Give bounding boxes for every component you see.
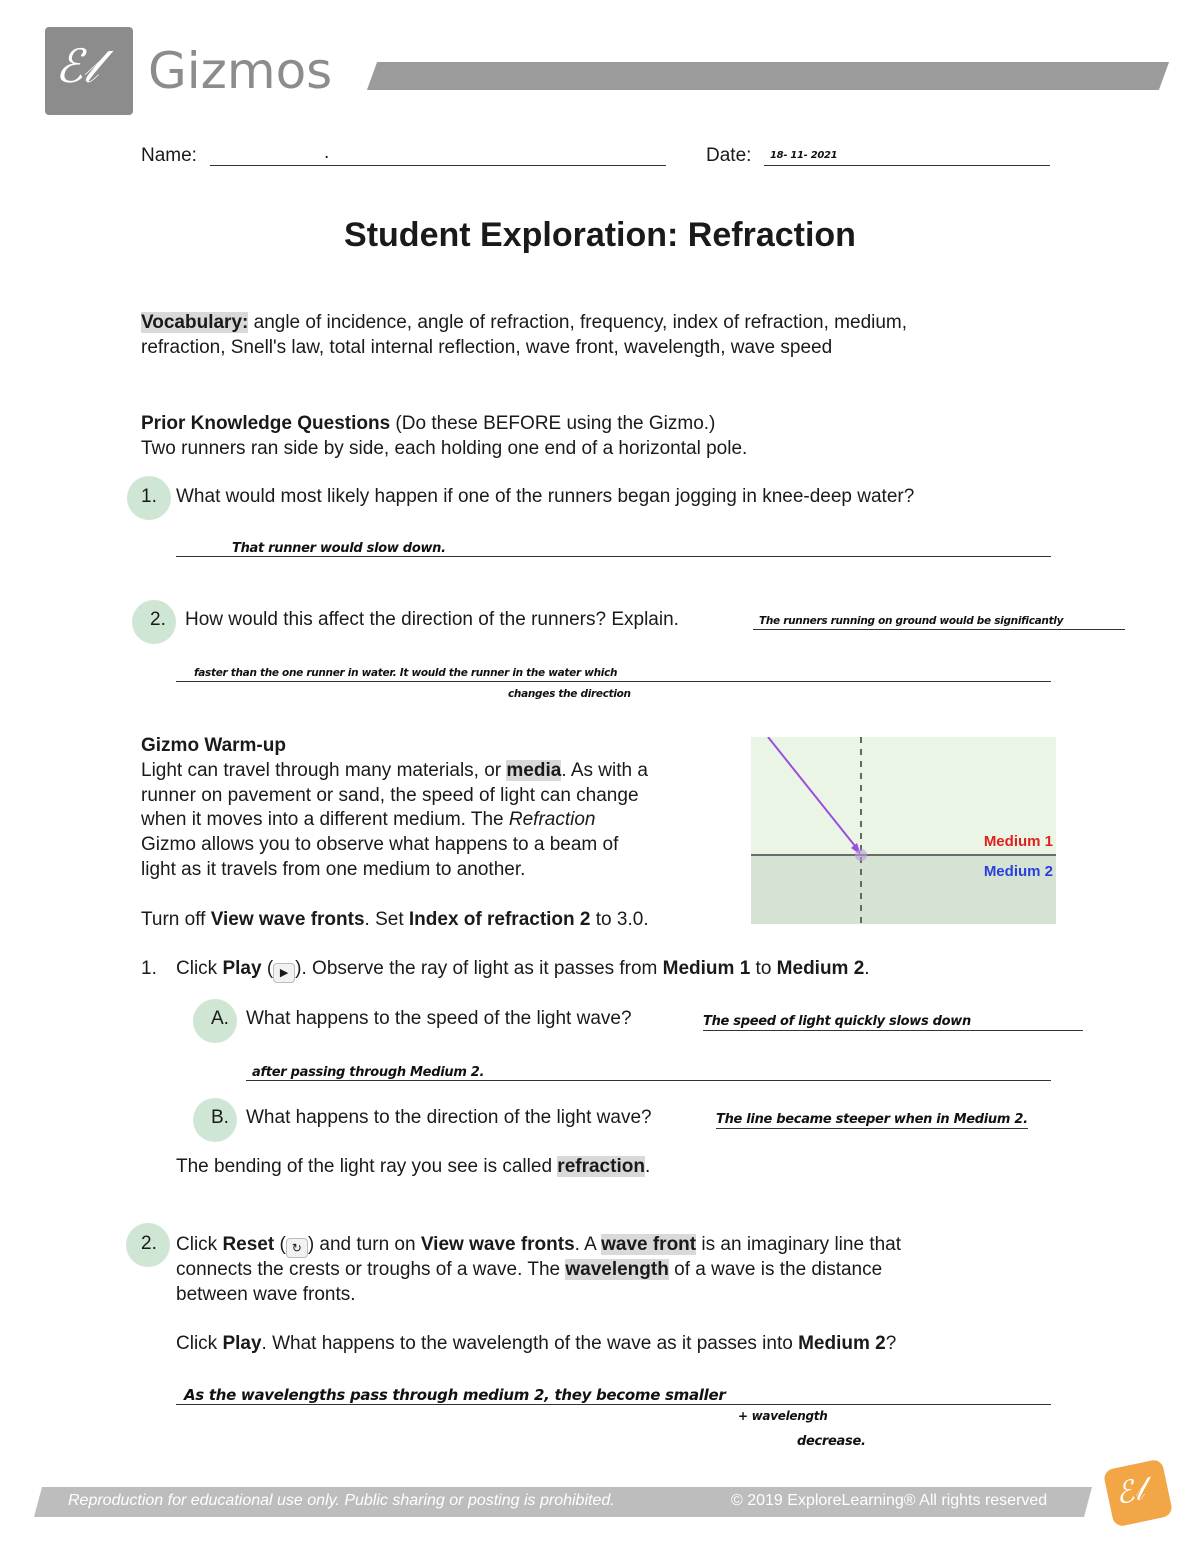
q2-play-term: Play — [222, 1333, 262, 1355]
q2-text-part: connects the crests or troughs of a wave. The — [176, 1259, 566, 1280]
warmup-heading: Gizmo Warm-up — [141, 735, 286, 756]
name-value: . — [324, 142, 330, 163]
media-term: media — [506, 759, 562, 781]
warmup-text — [141, 734, 741, 932]
vocabulary-label: Vocabulary: — [141, 312, 249, 333]
q2-medium-2: Medium 2 — [798, 1333, 886, 1355]
prior-q2-answer-2: faster than the one runner in water. It would the runner in the water which — [194, 667, 618, 679]
prior-q1-text: What would most likely happen if one of the runners began jogging in knee-deep water? — [176, 486, 915, 507]
q1-medium-1: Medium 1 — [662, 958, 751, 979]
brand-name: Gizmos — [148, 42, 333, 100]
warmup-line: runner on pavement or sand, the speed of light can change — [141, 784, 639, 806]
q2-text-part: ( — [274, 1234, 286, 1255]
prior-q1-answer-line[interactable] — [176, 537, 1051, 557]
q1-text-part: Click — [176, 958, 223, 979]
refraction-diagram-svg — [751, 737, 1056, 924]
explorelearning-logo-icon: ℰ𝓁 — [55, 39, 99, 93]
prior-knowledge — [141, 411, 747, 461]
q2-text-part: . What happens to the wavelength of the wave as it passes into — [261, 1333, 799, 1355]
q1b-text: What happens to the direction of the light wave? — [246, 1107, 652, 1128]
play-icon: ▶ — [273, 963, 295, 983]
q2-text-part: Click — [176, 1234, 223, 1255]
bending-note — [176, 1156, 650, 1178]
q1a-answer-2: after passing through Medium 2. — [252, 1065, 485, 1080]
q1b-letter: B. — [211, 1107, 229, 1128]
q2-text-part: between wave fronts. — [176, 1283, 356, 1305]
page-title: Student Exploration: Refraction — [344, 216, 856, 254]
footer-notice: Reproduction for educational use only. Public sharing or posting is prohibited. — [68, 1492, 615, 1509]
q2-text-part: Click — [176, 1333, 223, 1355]
q2-view-wave-fronts: View wave fronts — [420, 1234, 575, 1255]
instruction-index-of-refraction: Index of refraction 2 — [408, 908, 591, 930]
q2-text — [176, 1233, 1056, 1357]
prior-heading-note: (Do these BEFORE using the Gizmo.) — [390, 413, 716, 434]
q2-text-part: ? — [885, 1333, 897, 1355]
wavelength-term: wavelength — [565, 1259, 669, 1280]
explorelearning-corner-icon: ℰ𝓁 — [1112, 1472, 1148, 1513]
prior-q2-answer-1: The runners running on ground would be significantly — [759, 615, 1064, 627]
reset-icon: ↻ — [286, 1238, 308, 1258]
instruction: Turn off — [141, 908, 211, 930]
q1-text-part: . — [864, 958, 870, 979]
bending-note-text: The bending of the light ray you see is called — [176, 1156, 558, 1177]
q1-text — [176, 958, 870, 983]
name-field[interactable] — [210, 142, 666, 166]
warmup-line: when it moves into a different medium. The — [141, 809, 509, 831]
q1-number: 1. — [141, 958, 157, 979]
q2-answer-1: As the wavelengths pass through medium 2, they become smaller — [184, 1386, 726, 1404]
q2-answer-3: decrease. — [797, 1434, 866, 1449]
prior-intro: Two runners ran side by side, each holding one end of a horizontal pole. — [141, 438, 748, 459]
q2-text-part: . A — [574, 1234, 602, 1255]
q2-answer-line[interactable] — [176, 1385, 1051, 1405]
q1-text-part: to — [750, 958, 777, 979]
ray-origin-dot — [855, 849, 867, 861]
warmup-line: . As with a — [561, 759, 648, 781]
medium-2-label: Medium 2 — [983, 863, 1053, 880]
q1-medium-2: Medium 2 — [776, 958, 865, 979]
refraction-diagram — [751, 737, 1056, 924]
date-value: 18- 11- 2021 — [770, 150, 838, 161]
refraction-gizmo-name: Refraction — [508, 809, 596, 831]
q1-text-part: ( — [261, 958, 274, 979]
date-label: Date: — [706, 145, 752, 166]
q1-play-term: Play — [222, 958, 262, 979]
refraction-term: refraction — [557, 1156, 645, 1177]
date-field[interactable] — [764, 146, 1050, 166]
instruction: to 3.0. — [590, 908, 649, 930]
explorelearning-corner-logo — [1103, 1458, 1174, 1527]
q2-number: 2. — [141, 1233, 157, 1254]
prior-q1-answer: That runner would slow down. — [232, 541, 446, 556]
prior-q2-answer-3: changes the direction — [508, 688, 631, 700]
q2-text-part: is an imaginary line that — [696, 1234, 902, 1255]
vocabulary — [141, 310, 1041, 360]
vocabulary-line2: refraction, Snell's law, total internal reflection, wave front, wavelength, wave speed — [141, 337, 833, 358]
prior-q2-answer-line-2[interactable] — [176, 662, 1051, 682]
q2-answer-2: + wavelength — [738, 1409, 828, 1423]
bending-note-text: . — [644, 1156, 651, 1177]
instruction: . Set — [364, 908, 409, 930]
prior-q2-answer-line-1[interactable] — [753, 611, 1125, 630]
prior-q2-number: 2. — [150, 609, 166, 630]
q1a-text: What happens to the speed of the light wave? — [246, 1008, 632, 1029]
name-label: Name: — [141, 145, 197, 166]
prior-heading: Prior Knowledge Questions — [141, 413, 391, 434]
instruction-view-wave-fronts: View wave fronts — [210, 908, 365, 930]
warmup-line: Gizmo allows you to observe what happens to a beam of — [141, 834, 619, 856]
vocabulary-line1: angle of incidence, angle of refraction, frequency, index of refraction, medium, — [248, 312, 908, 333]
warmup-line: light as it travels from one medium to another. — [141, 858, 526, 880]
q2-text-part: ) and turn on — [307, 1234, 421, 1255]
footer-copyright: © 2019 ExploreLearning® All rights reserved — [731, 1492, 1048, 1509]
gizmos-logo-box — [45, 27, 133, 115]
q2-reset-term: Reset — [222, 1234, 275, 1255]
q1b-answer[interactable]: The line became steeper when in Medium 2. — [716, 1112, 1028, 1127]
q1a-answer-line-2[interactable] — [246, 1061, 1051, 1081]
prior-q1-number: 1. — [141, 486, 157, 507]
header-bar — [367, 62, 1169, 90]
q2-text-part: of a wave is the distance — [668, 1259, 883, 1280]
prior-q2-text: How would this affect the direction of the runners? Explain. — [185, 609, 679, 630]
medium-1-label: Medium 1 — [983, 833, 1053, 850]
q1-text-part: ). Observe the ray of light as it passes from — [295, 958, 663, 979]
q1a-letter: A. — [211, 1008, 229, 1029]
wave-front-term: wave front — [601, 1234, 697, 1255]
warmup-line: Light can travel through many materials, or — [141, 759, 507, 781]
q1a-answer-1[interactable]: The speed of light quickly slows down — [703, 1014, 1083, 1031]
